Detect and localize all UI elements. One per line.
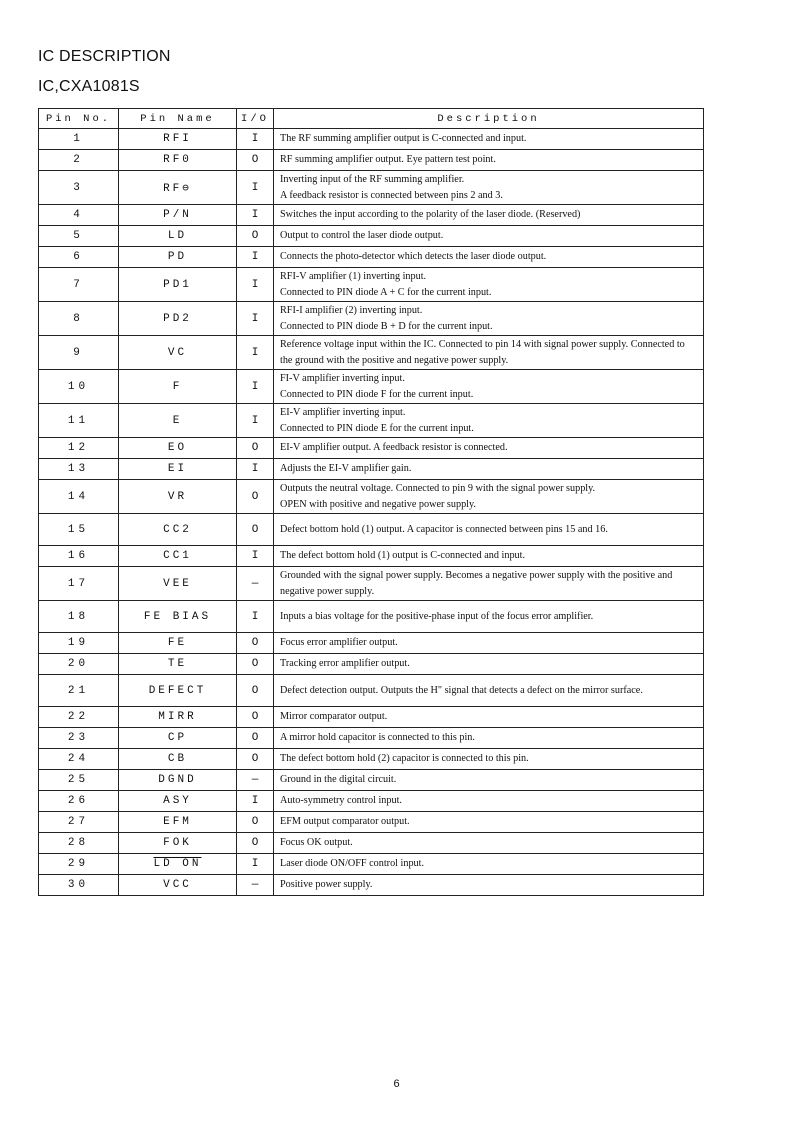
- description-cell: RFI-I amplifier (2) inverting input. Connected to PIN diode B + D for the current input.: [274, 302, 704, 336]
- table-row: [39, 791, 704, 812]
- pin-number-cell: 6: [39, 247, 119, 268]
- pin-number-cell: 27: [39, 812, 119, 833]
- pin-number-cell: 14: [39, 480, 119, 514]
- io-cell: —: [237, 875, 274, 896]
- description-cell: Tracking error amplifier output.: [274, 654, 704, 675]
- pin-number-cell: 7: [39, 268, 119, 302]
- description-cell: Auto-symmetry control input.: [274, 791, 704, 812]
- pin-name-cell: VEE: [119, 567, 237, 601]
- pin-name-cell: DGND: [119, 770, 237, 791]
- io-cell: O: [237, 707, 274, 728]
- io-cell: I: [237, 205, 274, 226]
- io-cell: I: [237, 459, 274, 480]
- pin-number-cell: 29: [39, 854, 119, 875]
- table-row: [39, 459, 704, 480]
- pin-number-cell: 20: [39, 654, 119, 675]
- pin-number-cell: 19: [39, 633, 119, 654]
- table-body: [39, 129, 704, 896]
- description-cell: Ground in the digital circuit.: [274, 770, 704, 791]
- table-row: [39, 833, 704, 854]
- pin-number-cell: 23: [39, 728, 119, 749]
- table-row: [39, 875, 704, 896]
- pin-name-cell: RF⊖: [119, 171, 237, 205]
- table-row: [39, 226, 704, 247]
- io-cell: I: [237, 247, 274, 268]
- description-cell: Positive power supply.: [274, 875, 704, 896]
- pin-number-cell: 13: [39, 459, 119, 480]
- table-row: [39, 129, 704, 150]
- io-cell: O: [237, 654, 274, 675]
- pin-number-cell: 18: [39, 601, 119, 633]
- table-row: [39, 812, 704, 833]
- pin-name-cell: TE: [119, 654, 237, 675]
- pin-number-cell: 22: [39, 707, 119, 728]
- pin-name-cell: CB: [119, 749, 237, 770]
- description-cell: Focus OK output.: [274, 833, 704, 854]
- pin-number-cell: 30: [39, 875, 119, 896]
- table-row: [39, 546, 704, 567]
- io-cell: I: [237, 854, 274, 875]
- pin-number-cell: 2: [39, 150, 119, 171]
- description-cell: The defect bottom hold (2) capacitor is connected to this pin.: [274, 749, 704, 770]
- pin-number-cell: 3: [39, 171, 119, 205]
- io-cell: I: [237, 171, 274, 205]
- pin-number-cell: 26: [39, 791, 119, 812]
- io-cell: I: [237, 546, 274, 567]
- description-cell: RFI-V amplifier (1) inverting input. Connected to PIN diode A + C for the current input.: [274, 268, 704, 302]
- table-row: [39, 438, 704, 459]
- pin-name-cell: E: [119, 404, 237, 438]
- table-row: [39, 675, 704, 707]
- pin-name-cell: DEFECT: [119, 675, 237, 707]
- table-row: [39, 728, 704, 749]
- pin-name-cell: CC2: [119, 514, 237, 546]
- io-cell: O: [237, 514, 274, 546]
- pin-name-cell: RFI: [119, 129, 237, 150]
- pin-number-cell: 4: [39, 205, 119, 226]
- pin-number-cell: 25: [39, 770, 119, 791]
- pin-name-cell: EI: [119, 459, 237, 480]
- pin-number-cell: 1: [39, 129, 119, 150]
- pin-number-cell: 15: [39, 514, 119, 546]
- io-cell: I: [237, 404, 274, 438]
- pin-number-cell: 5: [39, 226, 119, 247]
- io-cell: I: [237, 601, 274, 633]
- table-row: [39, 770, 704, 791]
- io-cell: I: [237, 302, 274, 336]
- description-cell: The RF summing amplifier output is C-connected and input.: [274, 129, 704, 150]
- pin-name-cell: VC: [119, 336, 237, 370]
- header-pin-name: Pin Name: [119, 109, 237, 129]
- header-io: I/O: [237, 109, 274, 129]
- io-cell: I: [237, 791, 274, 812]
- pin-name-cell: FE: [119, 633, 237, 654]
- page-number: 6: [393, 1078, 400, 1090]
- pin-name-cell: P/N: [119, 205, 237, 226]
- pin-number-cell: 28: [39, 833, 119, 854]
- description-cell: Connects the photo-detector which detects the laser diode output.: [274, 247, 704, 268]
- io-cell: I: [237, 336, 274, 370]
- pin-name-cell: VCC: [119, 875, 237, 896]
- table-row: [39, 514, 704, 546]
- table-row: [39, 707, 704, 728]
- pin-name-cell: RF0: [119, 150, 237, 171]
- pin-name-cell: VR: [119, 480, 237, 514]
- header-description: Description: [274, 109, 704, 129]
- pin-name-cell: FE BIAS: [119, 601, 237, 633]
- description-cell: EI-V amplifier output. A feedback resistor is connected.: [274, 438, 704, 459]
- io-cell: O: [237, 812, 274, 833]
- io-cell: O: [237, 675, 274, 707]
- table-row: [39, 480, 704, 514]
- table-row: [39, 171, 704, 205]
- page-title: IC DESCRIPTION: [38, 48, 171, 65]
- pin-name-cell: CC1: [119, 546, 237, 567]
- pin-number-cell: 17: [39, 567, 119, 601]
- description-cell: Inverting input of the RF summing amplifier. A feedback resistor is connected between pins 2 and 3.: [274, 171, 704, 205]
- io-cell: O: [237, 633, 274, 654]
- table-row: [39, 247, 704, 268]
- table-row: [39, 302, 704, 336]
- table-row: [39, 654, 704, 675]
- description-cell: EFM output comparator output.: [274, 812, 704, 833]
- pin-name-cell: MIRR: [119, 707, 237, 728]
- pin-number-cell: 12: [39, 438, 119, 459]
- pin-name-cell: F: [119, 370, 237, 404]
- pin-name-cell: ASY: [119, 791, 237, 812]
- pin-name-cell: LD ON: [119, 854, 237, 875]
- pin-name-cell: LD: [119, 226, 237, 247]
- description-cell: EI-V amplifier inverting input. Connected to PIN diode E for the current input.: [274, 404, 704, 438]
- description-cell: Mirror comparator output.: [274, 707, 704, 728]
- io-cell: O: [237, 728, 274, 749]
- header-pin-no: Pin No.: [39, 109, 119, 129]
- description-cell: Switches the input according to the polarity of the laser diode. (Reserved): [274, 205, 704, 226]
- description-cell: FI-V amplifier inverting input. Connected to PIN diode F for the current input.: [274, 370, 704, 404]
- table-row: [39, 633, 704, 654]
- io-cell: O: [237, 833, 274, 854]
- io-cell: O: [237, 749, 274, 770]
- ic-part-number: IC,CXA1081S: [38, 78, 140, 95]
- pin-number-cell: 24: [39, 749, 119, 770]
- pin-number-cell: 9: [39, 336, 119, 370]
- pin-name-cell: CP: [119, 728, 237, 749]
- table-row: [39, 749, 704, 770]
- io-cell: I: [237, 268, 274, 302]
- io-cell: —: [237, 567, 274, 601]
- description-cell: Reference voltage input within the IC. Connected to pin 14 with signal power supply. Connected to the ground with the positive and negative power supply.: [274, 336, 704, 370]
- io-cell: O: [237, 438, 274, 459]
- pin-name-cell: PD1: [119, 268, 237, 302]
- description-cell: Laser diode ON/OFF control input.: [274, 854, 704, 875]
- description-cell: Grounded with the signal power supply. Becomes a negative power supply with the positive and negative power supply.: [274, 567, 704, 601]
- pin-number-cell: 16: [39, 546, 119, 567]
- pin-name-cell: EO: [119, 438, 237, 459]
- pin-number-cell: 11: [39, 404, 119, 438]
- description-cell: Focus error amplifier output.: [274, 633, 704, 654]
- pin-name-cell: PD2: [119, 302, 237, 336]
- description-cell: Inputs a bias voltage for the positive-phase input of the focus error amplifier.: [274, 601, 704, 633]
- io-cell: —: [237, 770, 274, 791]
- table-row: [39, 268, 704, 302]
- table-row: [39, 150, 704, 171]
- table-row: [39, 567, 704, 601]
- table-row: [39, 370, 704, 404]
- pin-name-cell: EFM: [119, 812, 237, 833]
- table-row: [39, 404, 704, 438]
- pin-name-cell: FOK: [119, 833, 237, 854]
- description-cell: Defect bottom hold (1) output. A capacitor is connected between pins 15 and 16.: [274, 514, 704, 546]
- description-cell: Adjusts the EI-V amplifier gain.: [274, 459, 704, 480]
- table-row: [39, 336, 704, 370]
- pin-number-cell: 21: [39, 675, 119, 707]
- description-cell: Defect detection output. Outputs the H" signal that detects a defect on the mirror surface.: [274, 675, 704, 707]
- io-cell: O: [237, 150, 274, 171]
- description-cell: The defect bottom hold (1) output is C-connected and input.: [274, 546, 704, 567]
- description-cell: RF summing amplifier output. Eye pattern test point.: [274, 150, 704, 171]
- description-cell: Outputs the neutral voltage. Connected to pin 9 with the signal power supply. OPEN with positive and negative power supply.: [274, 480, 704, 514]
- io-cell: I: [237, 370, 274, 404]
- description-cell: Output to control the laser diode output.: [274, 226, 704, 247]
- table-row: [39, 205, 704, 226]
- io-cell: O: [237, 226, 274, 247]
- io-cell: O: [237, 480, 274, 514]
- table-header-row: [39, 109, 704, 129]
- pin-number-cell: 10: [39, 370, 119, 404]
- description-cell: A mirror hold capacitor is connected to this pin.: [274, 728, 704, 749]
- pin-number-cell: 8: [39, 302, 119, 336]
- io-cell: I: [237, 129, 274, 150]
- table-row: [39, 601, 704, 633]
- table-row: [39, 854, 704, 875]
- pin-description-table: [38, 108, 704, 896]
- pin-name-cell: PD: [119, 247, 237, 268]
